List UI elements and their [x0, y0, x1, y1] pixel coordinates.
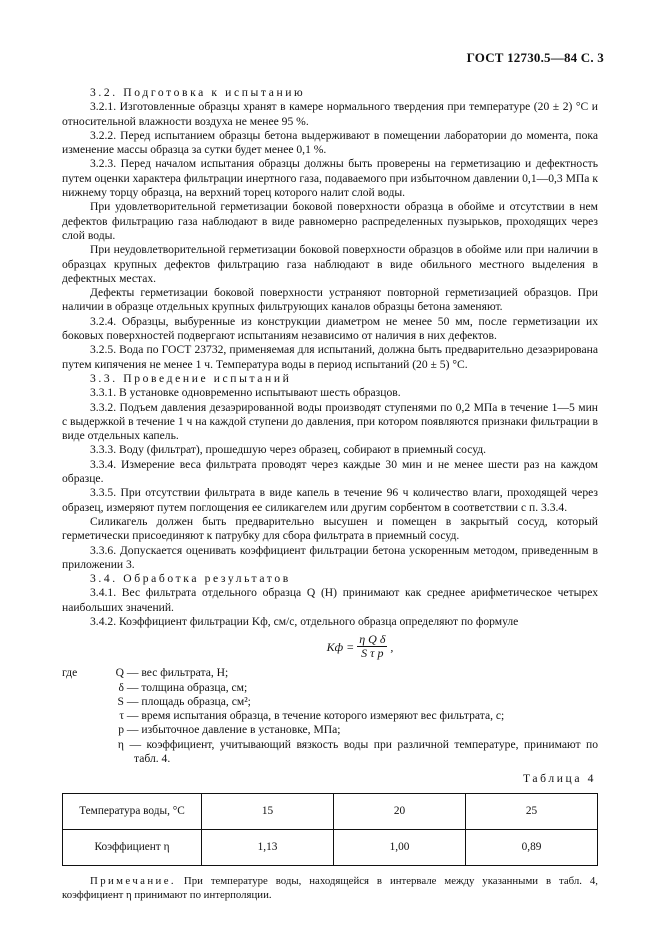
table-cell: 20	[334, 793, 466, 829]
formula-denominator: S τ p	[361, 646, 384, 661]
paragraph-3-2-2: 3.2.2. Перед испытанием образцы бетона выдерживают в помещении лаборатории до момента, пока изменение массы образца за сутки будет менее 0,1 %.	[62, 128, 598, 157]
formula-fraction	[357, 633, 387, 660]
paragraph-3-3-1: 3.3.1. В установке одновременно испытывают шесть образцов.	[90, 386, 401, 400]
formula-tail: ,	[390, 639, 394, 654]
table-cell: Коэффициент η	[63, 829, 202, 865]
paragraph-silica-gel: Силикагель должен быть предварительно высушен и помещен в закрытый сосуд, который герметически присоединяют к патрубку для сбора фильтрата в приемный сосуд.	[62, 514, 598, 543]
paragraph-3-4-2: 3.4.2. Коэффициент фильтрации Kф, см/с, отдельного образца определяют по формуле	[90, 614, 519, 628]
paragraph-3-2-4: 3.2.4. Образцы, выбуренные из конструкции диаметром не менее 50 мм, после герметизации их боковых поверхностей подвергают испытаниям независимо от наличия в них дефектов.	[62, 314, 598, 343]
filtration-formula	[122, 633, 598, 660]
table-cell: 1,00	[334, 829, 466, 865]
paragraph-3-2-5: 3.2.5. Вода по ГОСТ 23732, применяемая для испытаний, должна быть предварительно дезаэрирована путем кипячения не менее 1 ч. Температура воды в период испытаний (20 ± 5) °С.	[62, 343, 598, 371]
definition-row	[62, 709, 598, 723]
definition-text: — площадь образца, см²;	[126, 694, 251, 708]
definition-item	[94, 681, 598, 695]
formula-lhs: Kф =	[326, 639, 355, 654]
definition-symbol: Q	[115, 666, 124, 680]
definition-item	[94, 666, 598, 680]
definition-row	[62, 666, 598, 680]
definition-item	[94, 723, 598, 737]
section-heading-3-3: 3.3. Проведение испытаний	[90, 371, 292, 385]
definition-symbol: S	[117, 694, 124, 708]
definition-symbol: δ	[118, 680, 124, 694]
table-cell: 15	[202, 793, 334, 829]
definition-text: — толщина образца, см;	[126, 680, 248, 694]
definition-row	[62, 681, 598, 695]
paragraph-3-3-3: 3.3.3. Воду (фильтрат), прошедшую через образец, собирают в приемный сосуд.	[90, 443, 487, 457]
page-header: ГОСТ 12730.5—84 С. 3	[466, 50, 604, 65]
paragraph-3-2-3: 3.2.3. Перед началом испытания образцы должны быть проверены на герметизацию и дефектность путем оценки характера фильтрации инертного газа, подаваемого при избыточном давлении 0,1—0,3 МПа к нижнему торцу образца, на верхний торец которого налит слой воды.	[62, 157, 598, 200]
paragraph-3-3-6: 3.3.6. Допускается оценивать коэффициент фильтрации бетона ускоренным методом, приведенным в приложении 3.	[62, 543, 598, 571]
definition-text: — избыточное давление в установке, МПа;	[126, 723, 341, 737]
note-text: При температуре воды, находящейся в интервале между указанными в табл. 4, коэффициент η принимают по интерполяции.	[62, 874, 598, 901]
paragraph-3-3-2: 3.3.2. Подъем давления дезаэрированной воды производят ступенями по 0,2 МПа в течение 1—5 мин с выдержкой в течение 1 ч на каждой ступени до давления, при котором появляются признаки фильтрации в виде отдельных капель.	[62, 400, 598, 443]
definition-item	[94, 738, 598, 767]
formula-numerator: η Q δ	[359, 632, 386, 647]
definition-row	[62, 738, 598, 767]
table-cell: 0,89	[466, 829, 598, 865]
definition-text: — вес фильтрата, Н;	[126, 666, 229, 680]
definition-text: — время испытания образца, в течение которого измеряют вес фильтрата, с;	[126, 709, 505, 723]
paragraph-satisfactory-sealing: При удовлетворительной герметизации боковой поверхности образца в обойме и отсутствии в нем дефектов фильтрацию газа наблюдают в виде равномерно распределенных пузырьков, проходящих через слой воды.	[62, 200, 598, 242]
table-cell: 1,13	[202, 829, 334, 865]
definition-item	[94, 695, 598, 709]
document-body	[62, 86, 598, 902]
viscosity-table	[62, 793, 598, 866]
table-title: Таблица 4	[523, 772, 596, 786]
definition-symbol: η	[117, 737, 124, 751]
definition-text: — коэффициент, учитывающий вязкость воды при различной температуре, принимают по табл. 4.	[129, 737, 598, 766]
where-label: где	[62, 666, 78, 680]
definition-symbol: p	[118, 723, 124, 737]
definition-symbol: τ	[119, 709, 124, 723]
table-row	[63, 829, 598, 865]
definition-row	[62, 695, 598, 709]
paragraph-sealing-defects: Дефекты герметизации боковой поверхности устраняют повторной герметизацией образцов. При наличии в образце отдельных крупных фильтрующих каналов образцы бетона заменяют.	[62, 286, 598, 314]
paragraph-3-3-4: 3.3.4. Измерение веса фильтрата проводят через каждые 30 мин и не менее шести раз на каждом образце.	[62, 457, 598, 486]
paragraph-unsatisfactory-sealing: При неудовлетворительной герметизации боковой поверхности образцов в обойме или при наличии в образцах крупных дефектов фильтрацию газа наблюдают в виде обильного местного выделения в дефектных местах.	[62, 243, 598, 285]
table-cell: 25	[466, 793, 598, 829]
table-cell: Температура воды, °С	[63, 793, 202, 829]
definition-item	[94, 709, 598, 723]
paragraph-3-3-5: 3.3.5. При отсутствии фильтрата в виде капель в течение 96 ч количество влаги, проходящей через образец, измеряют путем поглощения ее силикагелем или другим сорбентом в соответствии с п. 3.3.4.	[62, 486, 598, 514]
definition-row	[62, 723, 598, 737]
symbol-definitions	[62, 666, 598, 766]
table-row	[63, 793, 598, 829]
note-label: Примечание.	[90, 874, 176, 887]
paragraph-3-4-1: 3.4.1. Вес фильтрата отдельного образца Q (Н) принимают как среднее арифметическое четырех наибольших значений.	[62, 586, 598, 614]
table-note	[62, 874, 598, 902]
paragraph-3-2-1: 3.2.1. Изготовленные образцы хранят в камере нормального твердения при температуре (20 ± 2) °С и относительной влажности воздуха не менее 95 %.	[62, 100, 598, 128]
section-heading-3-4: 3.4. Обработка результатов	[90, 572, 291, 586]
section-heading-3-2: 3.2. Подготовка к испытанию	[90, 86, 306, 99]
